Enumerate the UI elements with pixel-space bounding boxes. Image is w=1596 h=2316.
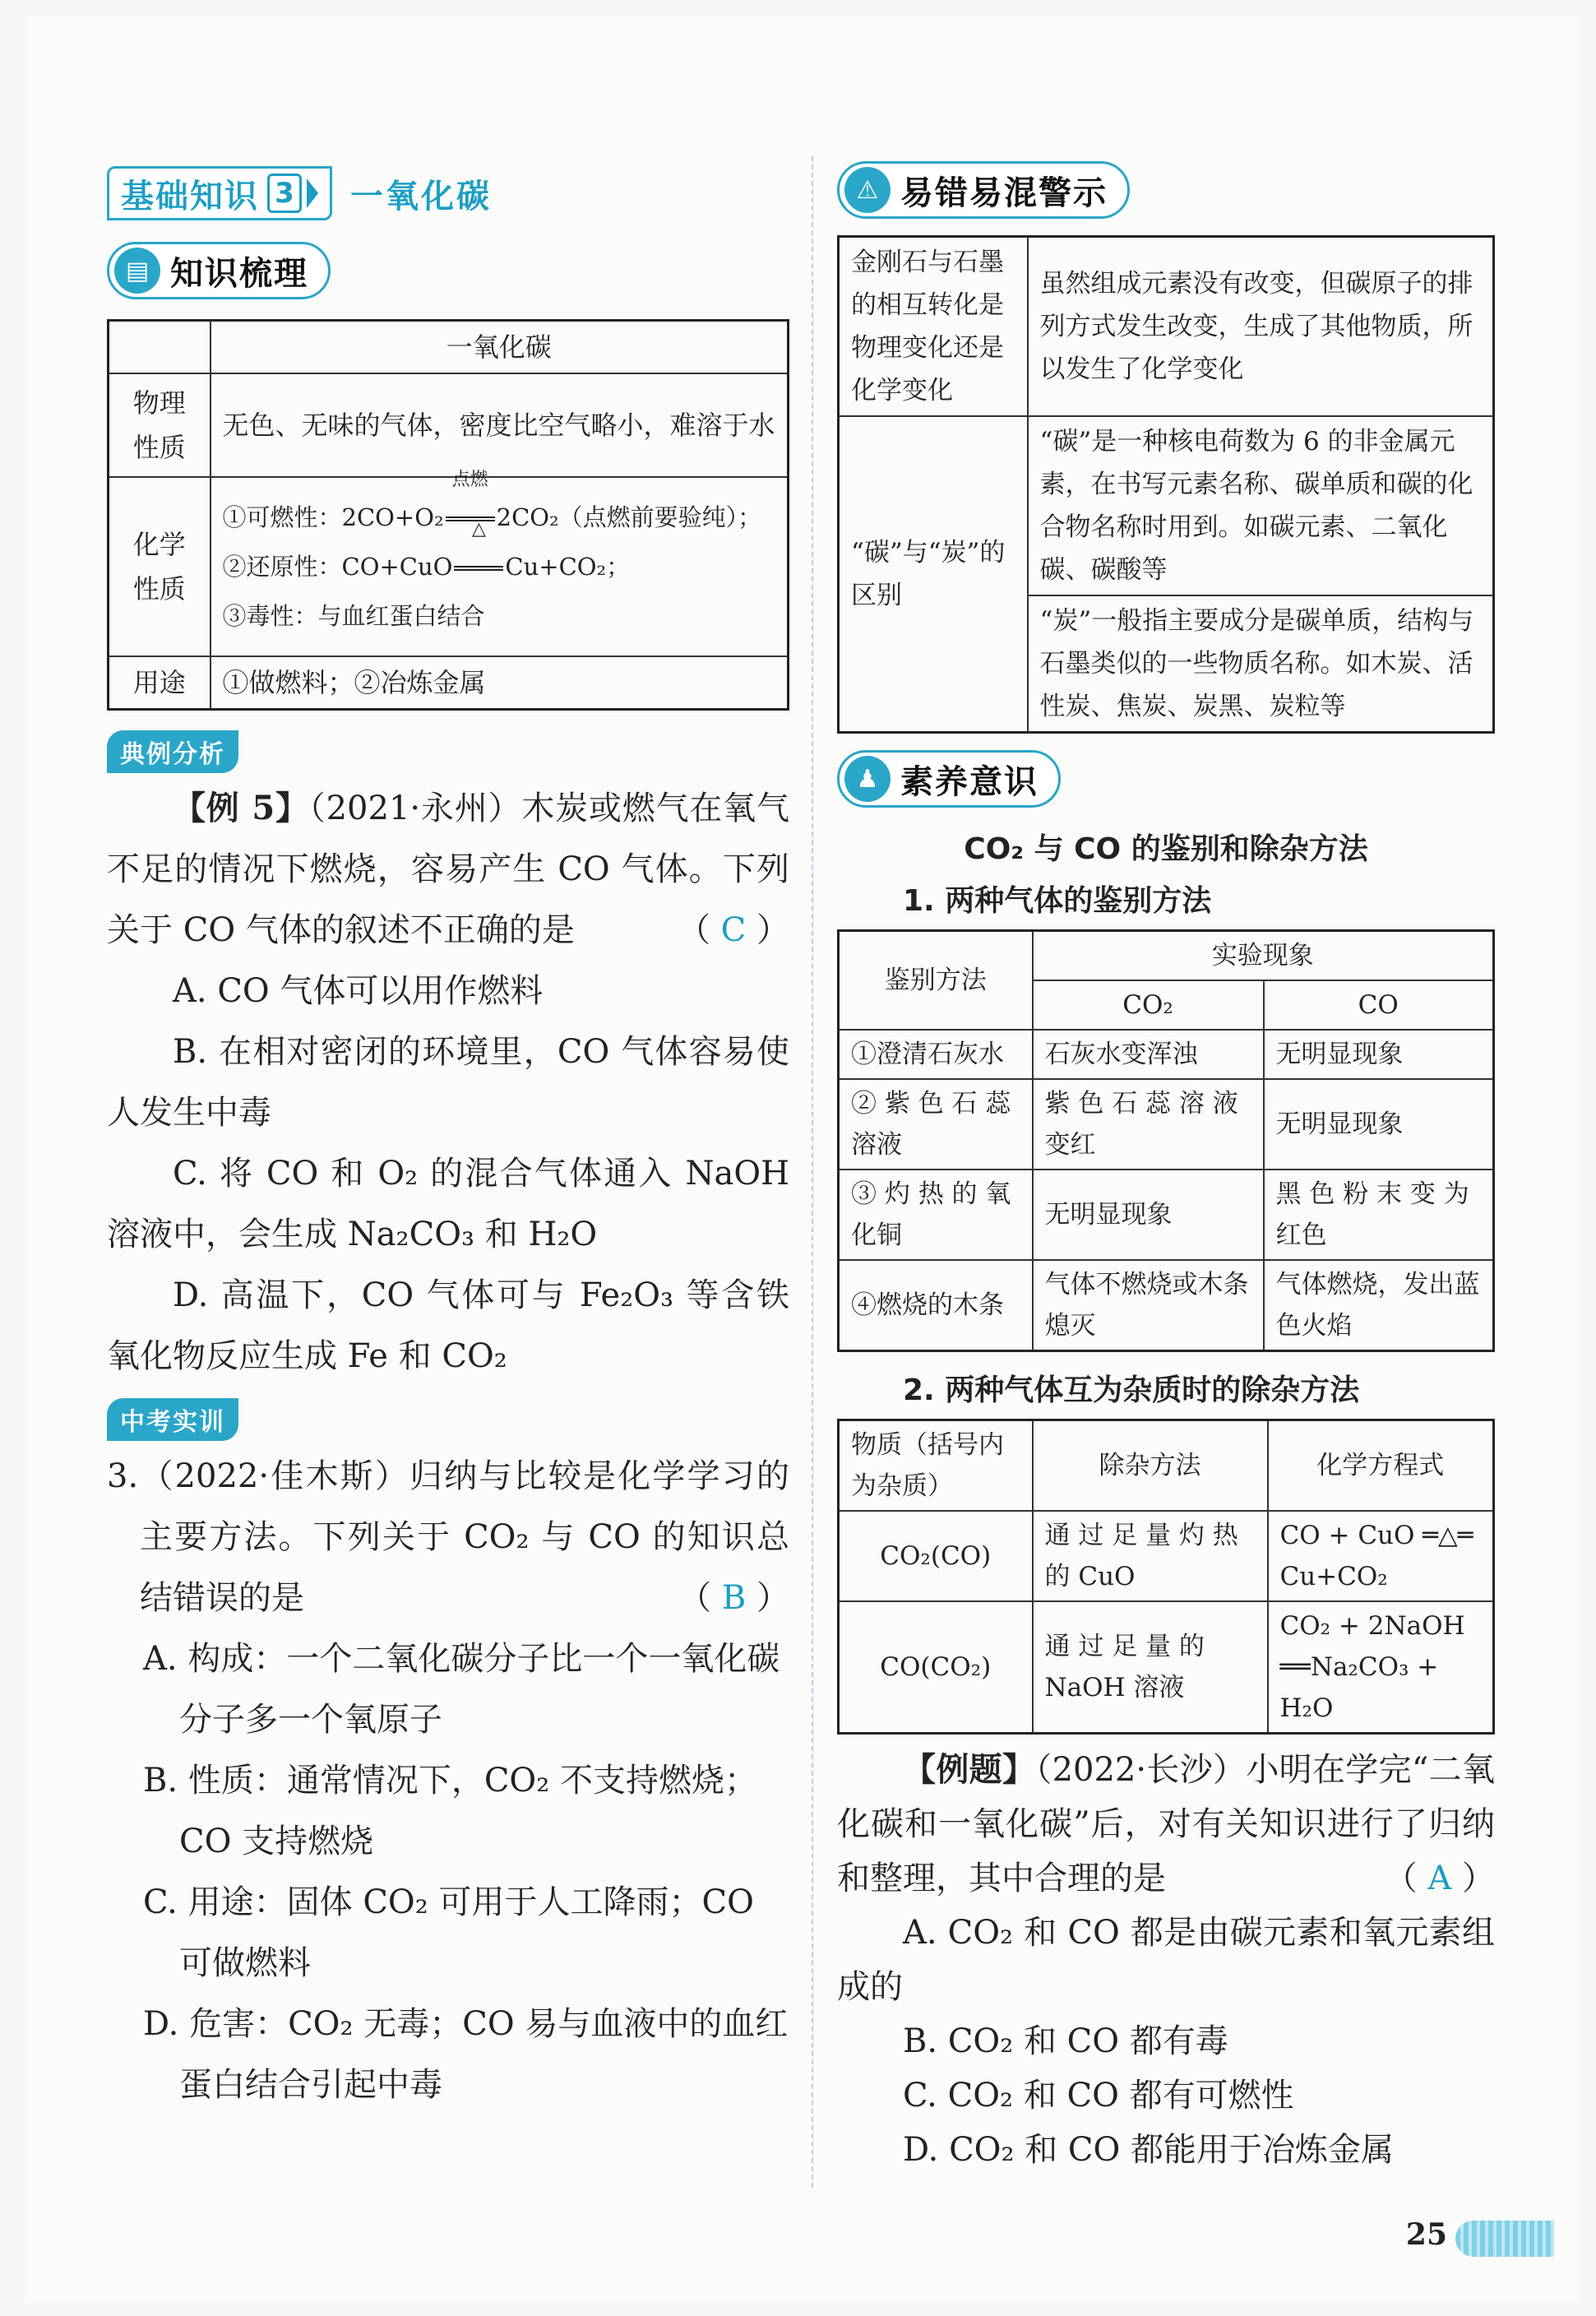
- option: D. 高温下，CO 气体可与 Fe₂O₃ 等含铁氧化物反应生成 Fe 和 CO₂: [107, 1276, 789, 1375]
- option: A. CO 气体可以用作燃料: [173, 972, 544, 1010]
- eq-condition-label: △: [471, 519, 486, 540]
- option: C. CO₂ 和 CO 都有可燃性: [903, 2077, 1294, 2115]
- table-cell: 黑 色 粉 末 变 为 红色: [1264, 1170, 1494, 1260]
- eq-left: ①可燃性：2CO+O₂: [222, 503, 444, 531]
- subheading-1: 1. 两种气体的鉴别方法: [903, 884, 1212, 918]
- example-question: [837, 1743, 1495, 1906]
- answer: C: [720, 911, 747, 949]
- eq-right: Cu+CO₂；: [505, 553, 631, 581]
- arrow-icon: [307, 178, 318, 208]
- table-cell: ② 紫 色 石 蕊 溶液: [839, 1079, 1033, 1170]
- knowledge-table: [107, 319, 789, 711]
- person-board-icon: ♟: [844, 756, 891, 802]
- table-header: CO₂: [1033, 980, 1264, 1030]
- eq-condition: [452, 519, 505, 591]
- table-cell: CO + CuO ═△═ Cu+CO₂: [1268, 1511, 1494, 1601]
- answer: B: [721, 1579, 747, 1617]
- example-stem: （2021·永州）木炭或燃气在氧气不足的情况下燃烧，容易产生 CO 气体。下列关于 CO 气体的叙述不正确的是: [107, 790, 789, 949]
- literacy-pill: [837, 750, 1061, 808]
- option: C. 将 CO 和 O₂ 的混合气体通入 NaOH 溶液中，会生成 Na₂CO₃ 和 H₂O: [107, 1155, 789, 1253]
- row-key: 化学性质: [109, 477, 210, 656]
- section-box: [107, 166, 332, 220]
- table-cell: ①澄清石灰水: [839, 1030, 1033, 1079]
- table-row: [839, 1030, 1494, 1079]
- section-label: 基础知识: [121, 177, 259, 215]
- table-row: [109, 373, 789, 477]
- warn-pill-label: 易错易混警示: [900, 174, 1108, 212]
- column-divider: [812, 156, 813, 2188]
- table-row: [839, 1260, 1494, 1351]
- practice-stem: 3.（2022·佳木斯）归纳与比较是化学学习的主要方法。下列关于 CO₂ 与 CO 的知识总结错误的是: [107, 1457, 789, 1617]
- page: [25, 16, 1579, 2303]
- table-header: 物质（括号内为杂质）: [839, 1420, 1033, 1512]
- table-row: [839, 1601, 1494, 1734]
- literacy-pill-label: 素养意识: [900, 762, 1039, 801]
- table-cell: 无明显现象: [1033, 1170, 1264, 1260]
- table-row: [839, 237, 1494, 417]
- table-header: 鉴别方法: [839, 931, 1033, 1031]
- toxicity: ③毒性：与血红蛋白结合: [222, 602, 485, 630]
- table-header: 化学方程式: [1268, 1420, 1494, 1512]
- literacy-title: CO₂ 与 CO 的鉴别和除杂方法: [964, 832, 1368, 866]
- example-label: 【例 5】: [173, 789, 309, 827]
- table-row: [109, 656, 789, 710]
- removal-table: [837, 1419, 1495, 1735]
- book-icon: ▤: [114, 248, 160, 294]
- table-row: [109, 321, 789, 374]
- row-value: 虽然组成元素没有改变，但碳原子的排列方式发生改变，生成了其他物质，所以发生了化学变化: [1028, 237, 1494, 417]
- knowledge-pill: [107, 242, 331, 299]
- example-stem: （2022·长沙）小明在学完“二氧化碳和一氧化碳”后，对有关知识进行了归纳和整理，其中合理的是: [837, 1751, 1495, 1897]
- answer: A: [1427, 1860, 1452, 1897]
- answer-bracket: （ B ）: [678, 1579, 789, 1617]
- example-tag: 典例分析: [107, 730, 238, 773]
- row-key: 物理性质: [109, 373, 210, 477]
- row-key: 用途: [109, 656, 210, 710]
- table-row: [839, 416, 1494, 595]
- table-row: [839, 1511, 1494, 1601]
- table-cell: 紫 色 石 蕊 溶 液 变红: [1033, 1079, 1264, 1170]
- row-key: 金刚石与石墨的相互转化是物理变化还是化学变化: [839, 237, 1028, 417]
- warning-icon: ⚠: [844, 167, 891, 213]
- example-question: [107, 778, 789, 961]
- row-value: [210, 470, 789, 656]
- table-header: 除杂方法: [1033, 1420, 1268, 1512]
- eq-left: ②还原性：CO+CuO: [222, 553, 453, 581]
- table-header: CO: [1264, 980, 1494, 1030]
- table-cell: ③ 灼 热 的 氧 化铜: [839, 1170, 1033, 1260]
- eq-right: 2CO₂（点燃前要验纯）；: [496, 503, 762, 531]
- section-title: 一氧化碳: [350, 177, 492, 215]
- table-cell: [109, 321, 210, 374]
- table-cell: 气体不燃烧或木条熄灭: [1033, 1260, 1264, 1351]
- table-row: [839, 1079, 1494, 1170]
- answer-bracket: （ C ）: [677, 911, 789, 949]
- option: B. 在相对密闭的环境里，CO 气体容易使人发生中毒: [107, 1033, 789, 1132]
- left-column: [107, 156, 789, 2115]
- option: D. CO₂ 和 CO 都能用于冶炼金属: [903, 2131, 1395, 2169]
- subheading-2: 2. 两种气体互为杂质时的除杂方法: [903, 1373, 1360, 1407]
- table-row: [839, 931, 1494, 981]
- row-value: 无色、无味的气体，密度比空气略小，难溶于水: [210, 373, 789, 477]
- table-cell: 通 过 足 量 灼 热 的 CuO: [1033, 1511, 1268, 1601]
- table-row: [839, 1170, 1494, 1260]
- table-cell: CO₂ + 2NaOH ══Na₂CO₃ + H₂O: [1268, 1601, 1494, 1734]
- equation-2: [222, 519, 776, 591]
- table-cell: CO₂(CO): [839, 1511, 1033, 1601]
- practice-question: [107, 1446, 789, 1628]
- example-label: 【例题】: [903, 1750, 1036, 1789]
- table-cell: 无明显现象: [1264, 1030, 1494, 1079]
- warn-table: [837, 235, 1495, 734]
- table-header: 实验现象: [1033, 931, 1494, 981]
- right-column: [837, 156, 1495, 2177]
- option: B. 性质：通常情况下，CO₂ 不支持燃烧；CO 支持燃烧: [143, 1762, 757, 1860]
- table-row: [109, 477, 789, 656]
- option: B. CO₂ 和 CO 都有毒: [903, 2022, 1228, 2060]
- table-cell: 通 过 足 量 的 NaOH 溶液: [1033, 1601, 1268, 1734]
- row-value: “炭”一般指主要成分是碳单质，结构与石墨类似的一些物质名称。如木炭、活性炭、焦炭、炭黑、炭粒等: [1028, 595, 1494, 733]
- section-number: 3: [267, 174, 302, 213]
- table-cell: ④燃烧的木条: [839, 1260, 1033, 1351]
- table-cell: 无明显现象: [1264, 1079, 1494, 1170]
- eq-condition-label: 点燃: [451, 470, 488, 490]
- practice-tag: 中考实训: [107, 1398, 238, 1441]
- table-cell: 石灰水变浑浊: [1033, 1030, 1264, 1079]
- answer-bracket: （ A ）: [1384, 1860, 1495, 1897]
- page-bar-decoration: [1455, 2221, 1554, 2257]
- practice-tag-wrap: [107, 1398, 789, 1441]
- section-header: [107, 156, 789, 230]
- row-key: “碳”与“炭”的区别: [839, 416, 1028, 733]
- knowledge-pill-label: 知识梳理: [170, 254, 308, 293]
- option: C. 用途：固体 CO₂ 可用于人工降雨；CO 可做燃料: [143, 1883, 754, 1982]
- row-value: “碳”是一种核电荷数为 6 的非金属元素，在书写元素名称、碳单质和碳的化合物名称时用到。如碳元素、二氧化碳、碳酸等: [1028, 416, 1494, 595]
- table-header: 一氧化碳: [210, 321, 789, 374]
- option: A. 构成：一个二氧化碳分子比一个一氧化碳分子多一个氧原子: [143, 1640, 780, 1739]
- warn-pill: [837, 161, 1130, 219]
- option: D. 危害：CO₂ 无毒；CO 易与血液中的血红蛋白结合引起中毒: [143, 2005, 789, 2104]
- table-row: [839, 1420, 1494, 1512]
- table-cell: CO(CO₂): [839, 1601, 1033, 1734]
- row-value: ①做燃料；②冶炼金属: [210, 656, 789, 710]
- table-cell: 气体燃烧，发出蓝色火焰: [1264, 1260, 1494, 1351]
- example-tag-wrap: [107, 730, 789, 773]
- identify-table: [837, 929, 1495, 1352]
- option: A. CO₂ 和 CO 都是由碳元素和氧元素组成的: [837, 1914, 1495, 2006]
- page-number: 25: [1405, 2217, 1447, 2252]
